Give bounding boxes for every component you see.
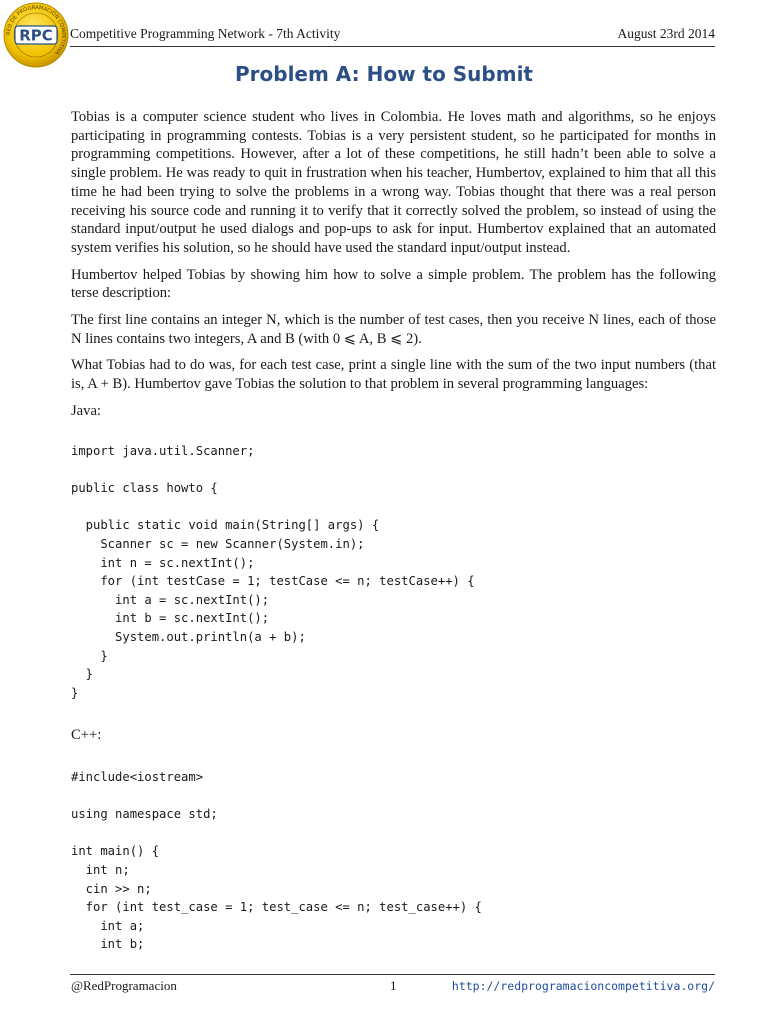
page-footer [70,974,715,993]
page-number: 1 [390,978,397,993]
page-header [70,26,715,47]
logo-text: RPC [19,26,53,45]
cpp-label: C++: [71,727,102,743]
cpp-code-block: #include<iostream> using namespace std; int main() { int n; cin >> n; for (int test_case = 1; test_case <= n; test_case++) { int a; int b; [71,770,482,952]
paragraph-input-spec: The first line contains an integer N, which is the number of test cases, then you receive N lines, each of those N lines contains two integers, A and B (with 0 ⩽ A, B ⩽ 2). [71,312,716,347]
header-contest-name: Competitive Programming Network - 7th Activity [70,26,341,41]
paragraph-output-spec: What Tobias had to do was, for each test case, print a single line with the sum of the two input numbers (that is, A + B). Humbertov gave Tobias the solution to that problem in several programming languages: [71,357,716,393]
java-label: Java: [71,402,101,419]
problem-statement [71,108,716,421]
paragraph-story: Tobias is a computer science student who lives in Colombia. He loves math and algorithms, so he enjoys participating in programming contests. Tobias is a very persistent student, so he participated for months in programming competitions. However, after a lot of these competitions, he still hadn’t been able to solve a single problem. He was ready to quit in frustration when his teacher, Humbertov, explained to him that all this time he had been trying to solve the problems in a wrong way. Tobias thought that there was a real person receiving his source code and running it to verify that it correctly solved the problem, so instead of using the standard input/output he used dialogs and pop-ups to ask for input. Humbertov explained that an automated system verifies his solution, so he should have used the standard input/output instead. [71,109,716,256]
java-code-block: import java.util.Scanner; public class howto { public static void main(String[] args) { Scanner sc = new Scanner(System.in); int n = sc.nextInt(); for (int testCase = 1; testCase <= n; testCase++) { int a = sc.nextInt(); int b = sc.nextInt(); System.out.println(a + b); } } } [71,444,475,700]
header-date: August 23rd 2014 [617,26,715,41]
paragraph-help: Humbertov helped Tobias by showing him how to solve a simple problem. The problem has the following terse description: [71,266,716,302]
footer-url-link[interactable]: http://redprogramacioncompetitiva.org/ [451,979,715,993]
footer-handle: @RedProgramacion [71,978,177,993]
logo-ring-text: RED DE PROGRAMACIÓN COMPETITIVA [5,4,67,56]
problem-title: Problem A: How to Submit [234,62,533,86]
rpc-logo [3,2,69,68]
